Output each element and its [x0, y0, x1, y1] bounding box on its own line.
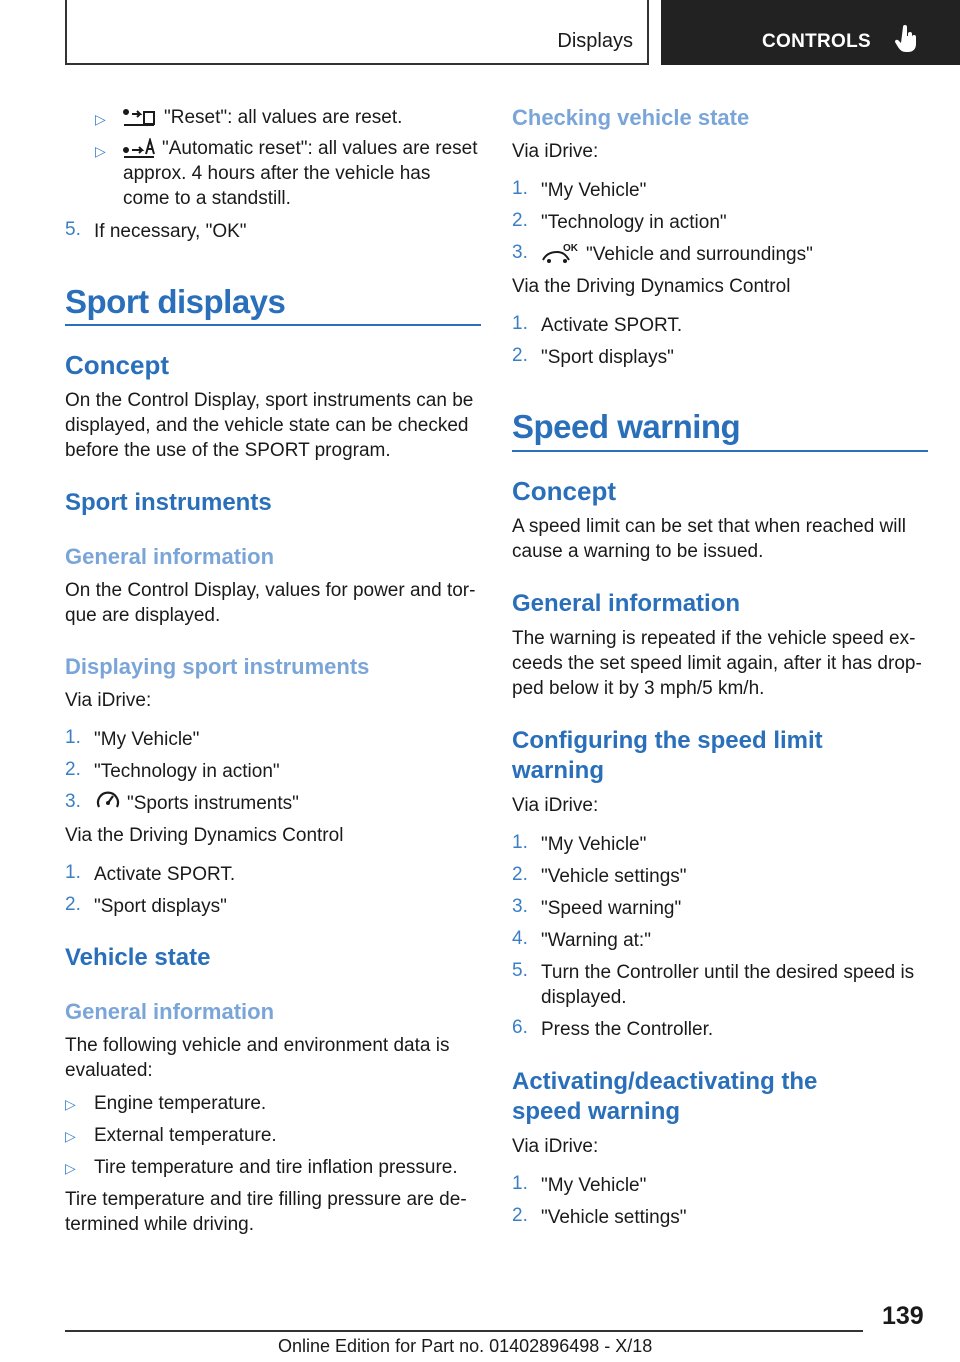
heading-checking-vehicle-state: Checking vehicle state	[512, 105, 750, 130]
concept-line1: On the Control Display, sport instruments can be	[65, 390, 474, 411]
header-chapter-title: CONTROLS	[762, 31, 872, 52]
tire-line2: termined while driving.	[65, 1214, 255, 1235]
step-text: "Warning at:"	[541, 930, 651, 951]
step-text: "Sports instruments"	[127, 793, 299, 814]
tire-line1: Tire temperature and tire filling pressure are de‐	[65, 1189, 467, 1210]
via-idrive-label: Via iDrive:	[512, 1136, 599, 1157]
list-number: 1.	[512, 1173, 528, 1194]
sports-instruments-icon	[95, 789, 121, 813]
reset-icon	[122, 108, 156, 128]
step-text: "My Vehicle"	[541, 834, 647, 855]
via-idrive-label: Via iDrive:	[512, 795, 599, 816]
list-item: External temperature.	[94, 1125, 277, 1146]
list-number: 2.	[512, 1205, 528, 1226]
auto-reset-icon	[122, 138, 156, 160]
step-text: "Vehicle settings"	[541, 1207, 687, 1228]
step5-text: If necessary, "OK"	[94, 221, 247, 242]
step-text-continued: displayed.	[541, 987, 627, 1008]
footer-rule	[65, 1330, 863, 1332]
via-ddc-label: Via the Driving Dynamics Control	[65, 825, 344, 846]
bullet-marker: ▷	[65, 1128, 76, 1144]
list-number: 2.	[512, 345, 528, 366]
step-text: "Vehicle and surroundings"	[586, 244, 813, 265]
heading-general-information: General information	[512, 590, 741, 617]
concept-line2: cause a warning to be issued.	[512, 541, 764, 562]
step-text: "Technology in action"	[541, 212, 727, 233]
heading-activating-speed-warning: Activating/deactivating the	[512, 1068, 818, 1095]
list-number: 2.	[65, 759, 81, 780]
general-info-line2: que are displayed.	[65, 605, 221, 626]
step-text: Press the Controller.	[541, 1019, 714, 1040]
vehicle-state-line2: evaluated:	[65, 1060, 153, 1081]
svg-text:OK: OK	[563, 243, 578, 254]
list-number: 1.	[512, 832, 528, 853]
concept-line3: before the use of the SPORT program.	[65, 440, 391, 461]
via-idrive-label: Via iDrive:	[512, 141, 599, 162]
heading-general-information: General information	[65, 544, 275, 569]
step-text: "My Vehicle"	[94, 729, 200, 750]
bullet-marker: ▷	[65, 1096, 76, 1112]
heading-configuring-speed-limit: Configuring the speed limit	[512, 727, 823, 754]
step-text: "Speed warning"	[541, 898, 682, 919]
list-item: Tire temperature and tire inflation pressure.	[94, 1157, 458, 1178]
heading-sport-displays: Sport displays	[65, 283, 286, 320]
general-info-line3: ped below it by 3 mph/5 km/h.	[512, 678, 765, 699]
via-ddc-label: Via the Driving Dynamics Control	[512, 276, 791, 297]
vehicle-surroundings-icon	[541, 240, 579, 264]
step-text: "My Vehicle"	[541, 1175, 647, 1196]
list-number: 4.	[512, 928, 528, 949]
list-number: 5.	[65, 219, 81, 240]
heading-concept: Concept	[512, 476, 616, 506]
general-info-line1: On the Control Display, values for power and tor‐	[65, 580, 476, 601]
general-info-line2: ceeds the set speed limit again, after it has drop‐	[512, 653, 922, 674]
list-number: 3.	[512, 896, 528, 917]
list-number: 5.	[512, 960, 528, 981]
heading-rule	[65, 324, 481, 326]
general-info-line1: The warning is repeated if the vehicle speed ex‐	[512, 628, 916, 649]
bullet-marker: ▷	[95, 143, 106, 159]
heading-general-information: General information	[65, 999, 275, 1024]
concept-line1: A speed limit can be set that when reached will	[512, 516, 906, 537]
step-text: "Technology in action"	[94, 761, 280, 782]
heading-displaying-sport-instruments: Displaying sport instruments	[65, 654, 370, 679]
page-number: 139	[882, 1302, 924, 1330]
heading-speed-warning: Speed warning	[512, 408, 741, 445]
via-idrive-label: Via iDrive:	[65, 690, 152, 711]
list-number: 1.	[512, 178, 528, 199]
step-text: Activate SPORT.	[541, 315, 683, 336]
list-number: 2.	[512, 864, 528, 885]
bullet-reset-text: "Reset": all values are reset.	[164, 107, 403, 128]
list-number: 1.	[512, 313, 528, 334]
step-text: "Sport displays"	[94, 896, 227, 917]
bullet-auto-reset-line3: come to a standstill.	[123, 188, 291, 209]
header-chapter-tab	[661, 0, 960, 65]
step-text: "Vehicle settings"	[541, 866, 687, 887]
step-text: "My Vehicle"	[541, 180, 647, 201]
list-number: 1.	[65, 727, 81, 748]
heading-rule	[512, 450, 928, 452]
step-text: Turn the Controller until the desired speed is	[541, 962, 915, 983]
list-number: 1.	[65, 862, 81, 883]
heading-activating-speed-warning-cont: speed warning	[512, 1098, 681, 1125]
step-text: Activate SPORT.	[94, 864, 236, 885]
header-section-tab	[65, 0, 649, 65]
list-number: 2.	[65, 894, 81, 915]
list-number: 6.	[512, 1017, 528, 1038]
pointing-hand-icon	[895, 25, 919, 53]
list-number: 3.	[65, 791, 81, 812]
bullet-marker: ▷	[95, 111, 106, 127]
header-section-title: Displays	[557, 30, 633, 52]
step-text: "Sport displays"	[541, 347, 674, 368]
edition-text: Online Edition for Part no. 01402896498 - X/18	[278, 1336, 653, 1356]
bullet-marker: ▷	[65, 1160, 76, 1176]
heading-configuring-speed-limit-cont: warning	[512, 757, 605, 784]
heading-sport-instruments: Sport instruments	[65, 489, 272, 516]
heading-concept: Concept	[65, 350, 169, 380]
list-number: 3.	[512, 242, 528, 263]
list-number: 2.	[512, 210, 528, 231]
bullet-auto-reset-line1: "Automatic reset": all values are reset	[162, 138, 478, 159]
bullet-auto-reset-line2: approx. 4 hours after the vehicle has	[123, 163, 431, 184]
list-item: Engine temperature.	[94, 1093, 267, 1114]
concept-line2: displayed, and the vehicle state can be checked	[65, 415, 469, 436]
heading-vehicle-state: Vehicle state	[65, 944, 211, 971]
vehicle-state-line1: The following vehicle and environment data is	[65, 1035, 450, 1056]
